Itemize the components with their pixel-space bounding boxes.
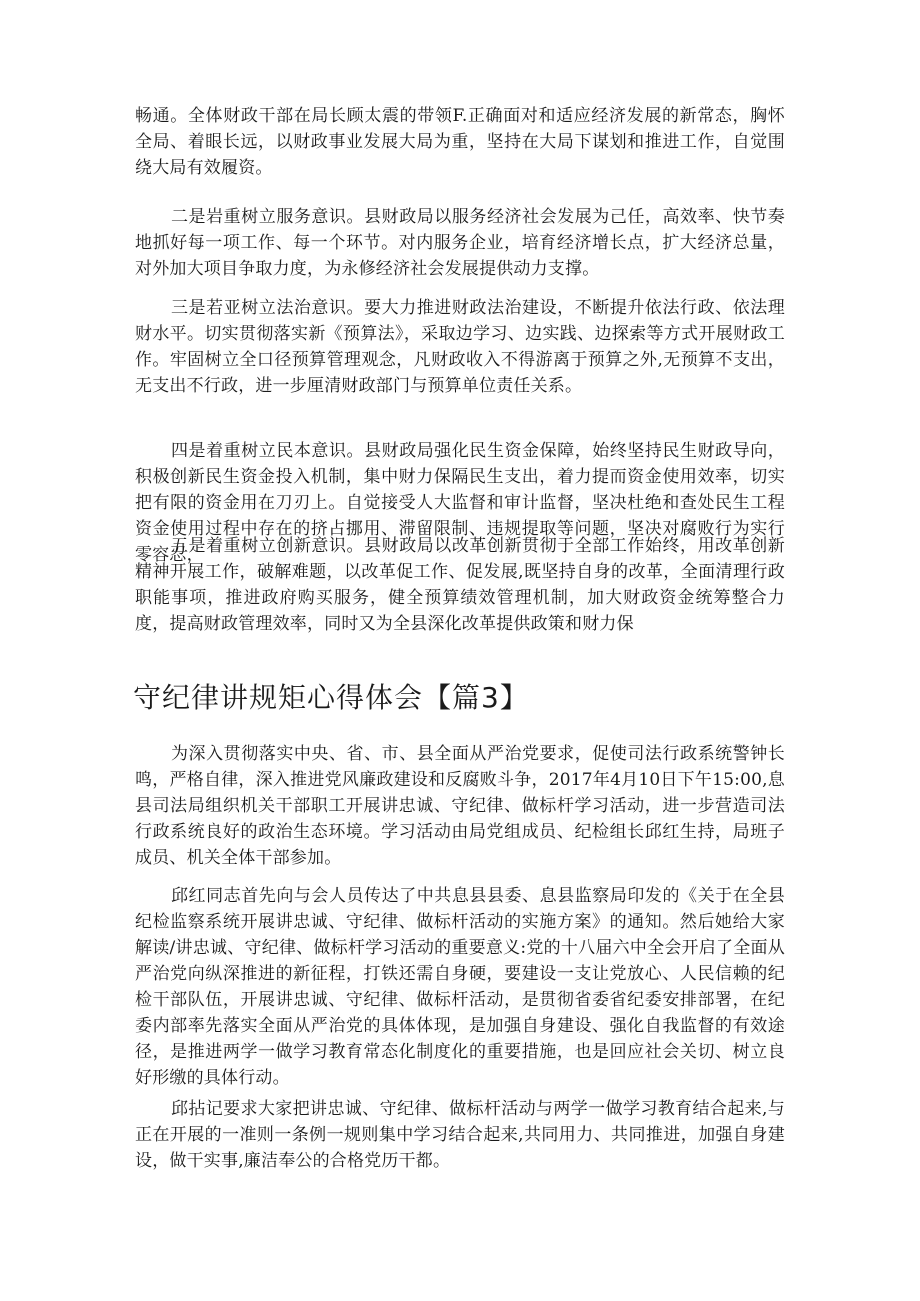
paragraph-activity-intro: 为深入贯彻落实中央、省、市、县全面从严治党要求，促使司法行政系统警钟长鸣，严格自律，深入推进党风廉政建设和反腐败斗争，2017年4月10日下午15:00,息县司法局组织机关干部职工开展讲忠诚、守纪律、做标杆学习活动，进一步营造司法行政系统良好的政治生态环境。学习活动由局党组成员、纪检组长邱红生持，局班子成员、机关全体干部参加。 — [135, 744, 785, 868]
paragraph-requirements: 邱拈记要求大家把讲忠诚、守纪律、做标杆活动与两学一做学习教育结合起来,与正在开展的一准则一条例一规则集中学习结合起来,共同用力、共同推进，加强自身建设，做干实事,廉洁奉公的合格党历干都。 — [135, 1099, 785, 1171]
section-heading: 守纪律讲规矩心得体会【篇3】 — [133, 681, 529, 714]
paragraph-service-awareness: 二是岩重树立服务意识。县财政局以服务经济社会发展为己任，高效率、快节奏地抓好每一项工作、每一个环节。对内服务企业，培育经济增长点，扩大经济总量，对外加大项目争取力度，为永修经济社会发展提供动力支撑。 — [135, 207, 785, 279]
paragraph-activity-details: 邱红同志首先向与会人员传达了中共息县县委、息县监察局印发的《关于在全县纪检监察系统开展讲忠诚、守纪律、做标杆活动的实施方案》的通知。然后她给大家解读/讲忠诚、守纪律、做标杆学习活动的重要意义:党的十八届六中全会开启了全面从严治党向纵深推进的新征程，打铁还需自身硬，要建设一支让党放心、人民信赖的纪检干部队伍，开展讲忠诚、守纪律、做标杆活动，是贯彻省委省纪委安排部署，在纪委内部率先落实全面从严治党的具体体现，是加强自身建设、强化自我监督的有效途径，是推进两学一做学习教育常态化制度化的重要措施，也是回应社会关切、树立良好形缴的具体行动。 — [135, 886, 785, 1088]
paragraph-rule-of-law-awareness: 三是若亚树立法治意识。要大力推进财政法治建设，不断提升依法行政、依法理财水平。切实贯彻落实新《预算法》，采取边学习、边实践、边探索等方式开展财政工作。牢固树立全口径预算管理观念，凡财政收入不得游离于预算之外,无预算不支出，无支出不行政，进一步厘清财政部门与预算单位责任关系。 — [135, 298, 785, 396]
paragraph-innovation-awareness: 五是着重树立创新意识。县财政局以改革创新贯彻于全部工作始终，用改革创新精神开展工作，破解难题，以改革促工作、促发展,既坚持自身的改革，全面清理行政职能事项，推进政府购买服务，健全预算绩效管理机制，加大财政资金统筹整合力度，提高财政管理效率，同时又为全县深化改革提供政策和财力保 — [135, 536, 785, 634]
paragraph-continuation: 畅通。全体财政干部在局长顾太震的带领F.正确面对和适应经济发展的新常态，胸怀全局、着眼长远，以财政事业发展大局为重，坚持在大局下谋划和推进工作，自觉围绕大局有效履资。 — [135, 106, 785, 178]
paragraph-people-oriented-awareness: 四是着重树立民本意识。县财政局强化民生资金保障，始终坚持民生财政导向，积极创新民生资金投入机制，集中财力保隔民生支出，着力提而资金使用效率，切实把有限的资金用在刀刃上。自觉接受人大监督和审计监督，坚决杜绝和查处民生工程资金使用过程中存在的挤占挪用、滞留限制、违规提取等问题，坚决对腐败行为实行零容忍， — [135, 441, 785, 565]
